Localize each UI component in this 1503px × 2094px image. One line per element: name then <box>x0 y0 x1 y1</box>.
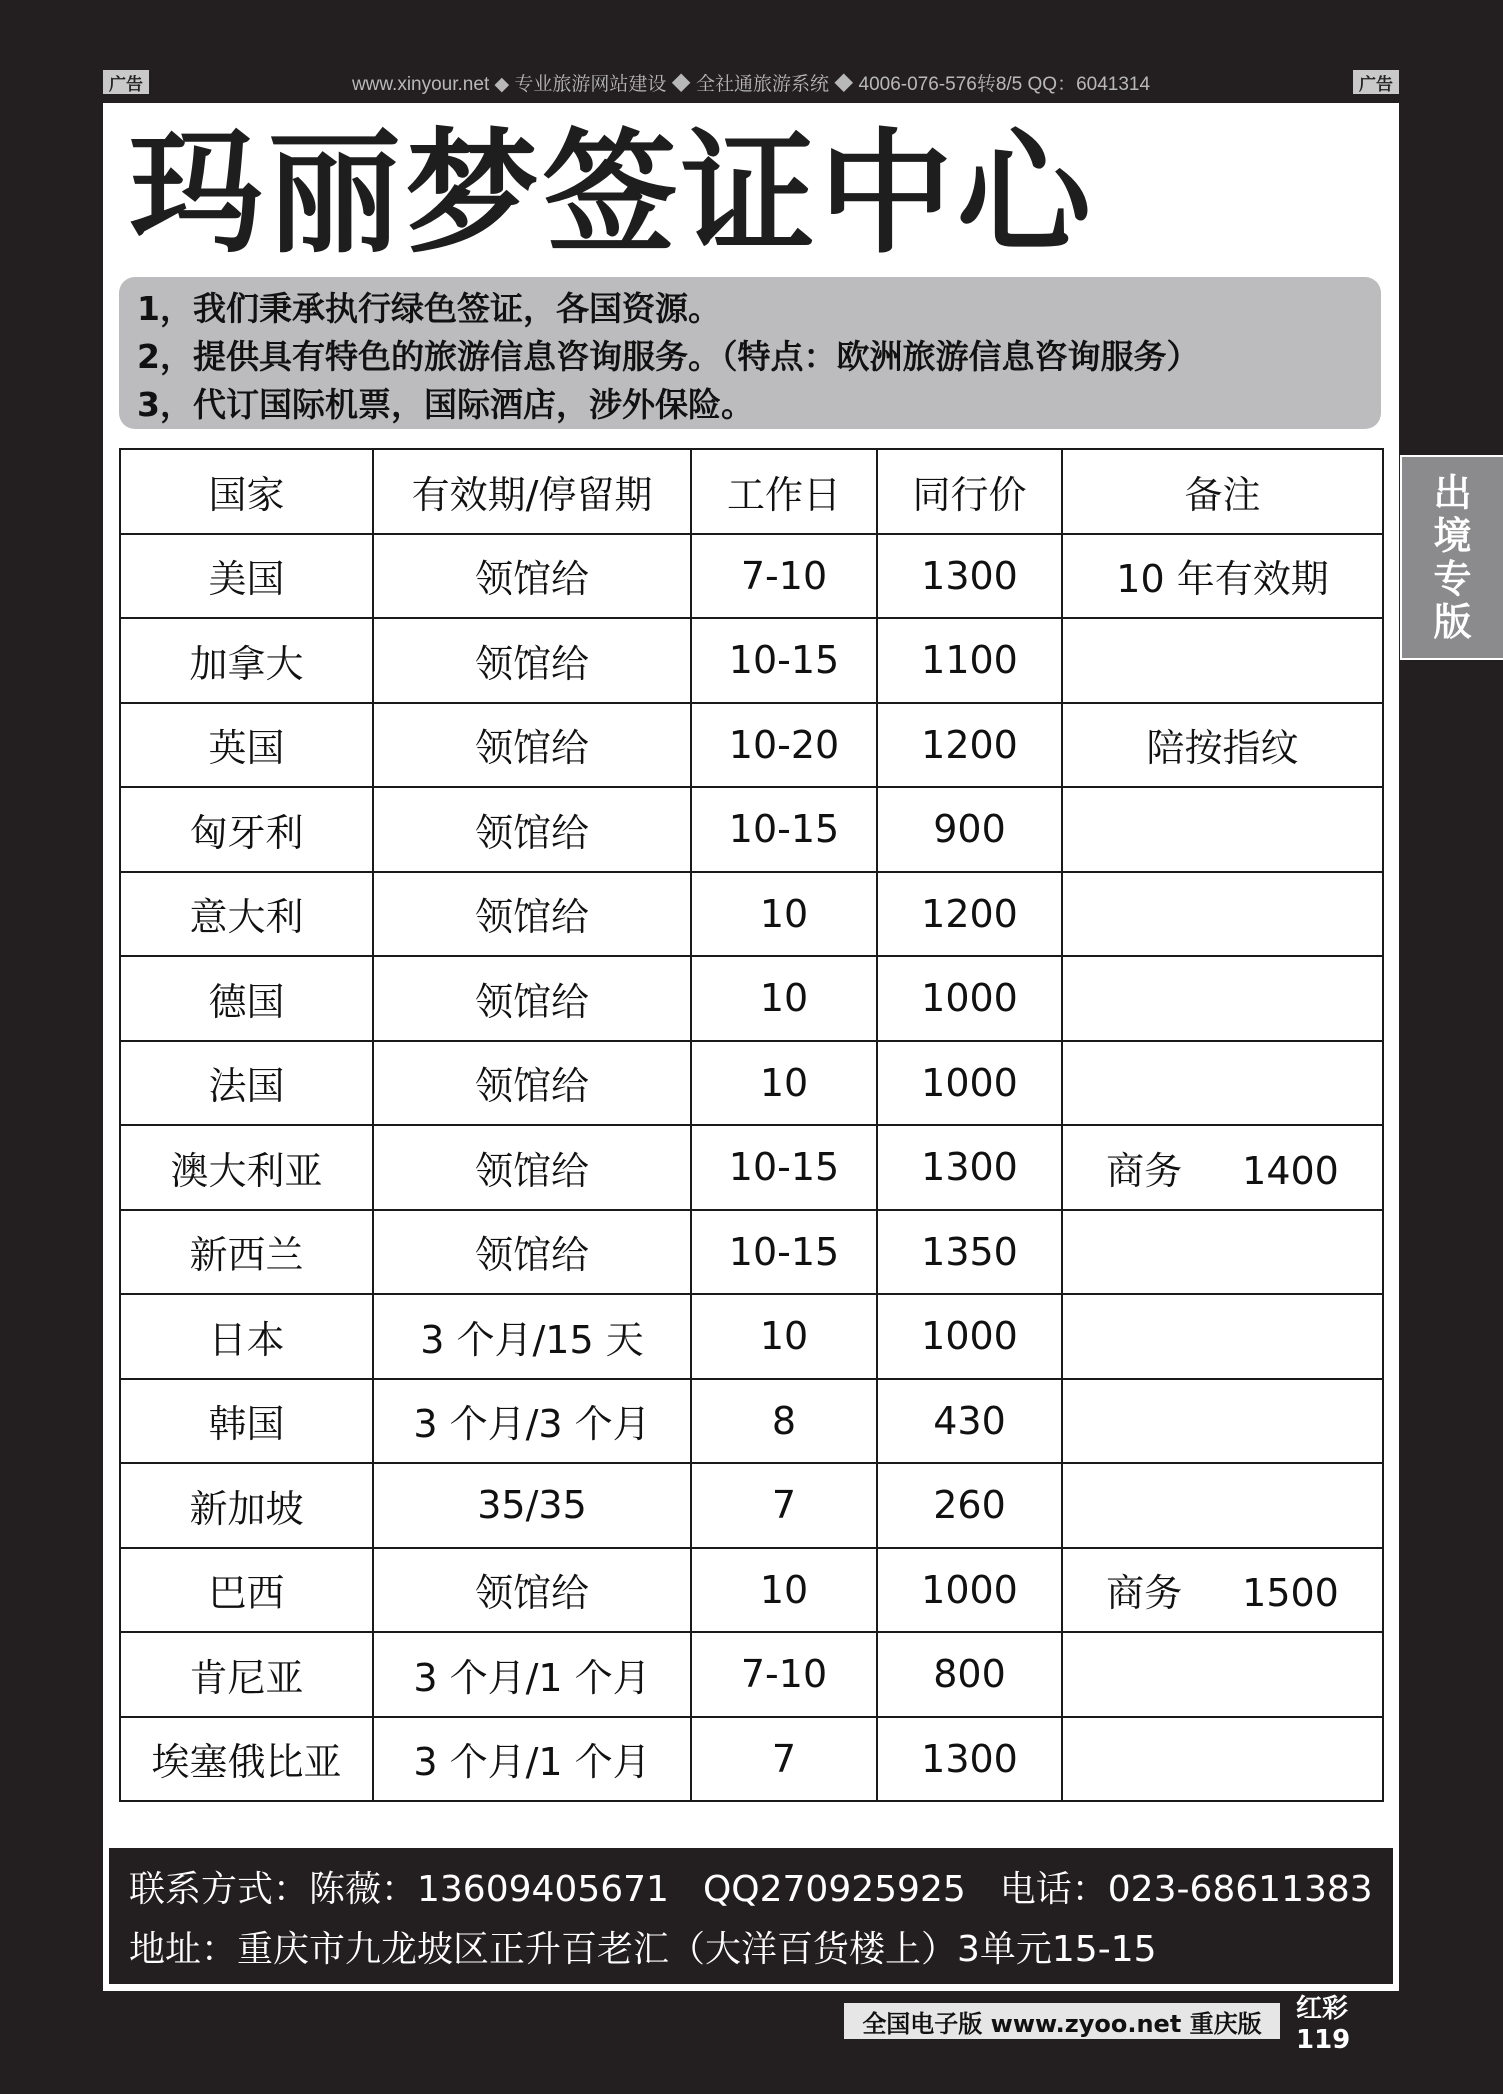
cell-validity: 领馆给 <box>373 1041 691 1126</box>
contact-person: 联系方式：陈薇：13609405671 <box>129 1869 669 1910</box>
cell-country: 匈牙利 <box>120 787 373 872</box>
cell-notes <box>1062 1463 1383 1548</box>
cell-validity: 领馆给 <box>373 1125 691 1210</box>
table-row <box>120 534 1383 619</box>
cell-country: 新西兰 <box>120 1210 373 1295</box>
cell-notes <box>1062 1379 1383 1464</box>
cell-country: 日本 <box>120 1294 373 1379</box>
cell-workdays: 10 <box>691 1548 877 1633</box>
cell-workdays: 10 <box>691 1294 877 1379</box>
table-row <box>120 1210 1383 1295</box>
table-row <box>120 1717 1383 1802</box>
cell-country: 韩国 <box>120 1379 373 1464</box>
feature-item-1: 1，我们秉承执行绿色签证，各国资源。 <box>137 289 721 328</box>
cell-validity: 3 个月/1 个月 <box>373 1717 691 1802</box>
table-row <box>120 1125 1383 1210</box>
page-title: 玛丽梦签证中心 <box>129 116 1096 272</box>
table-row <box>120 1632 1383 1717</box>
cell-validity: 领馆给 <box>373 703 691 788</box>
col-header-workdays: 工作日 <box>691 449 877 534</box>
cell-workdays: 10-15 <box>691 618 877 703</box>
note-text: 商务 <box>1106 1571 1183 1616</box>
features-box <box>119 277 1381 429</box>
cell-notes <box>1062 872 1383 957</box>
table-row <box>120 1041 1383 1126</box>
side-tab-char: 出 <box>1433 470 1472 515</box>
cell-price: 1000 <box>877 1294 1062 1379</box>
footer-page-number: 红彩 119 <box>1296 1993 1351 2055</box>
table-row <box>120 787 1383 872</box>
contact-address: 地址：重庆市九龙坡区正升百老汇（大洋百货楼上）3单元15-15 <box>129 1929 1157 1970</box>
note-text: 陪按指纹 <box>1146 726 1299 771</box>
cell-country: 新加坡 <box>120 1463 373 1548</box>
cell-validity: 3 个月/1 个月 <box>373 1632 691 1717</box>
cell-notes <box>1062 787 1383 872</box>
cell-country: 法国 <box>120 1041 373 1126</box>
feature-item-2: 2，提供具有特色的旅游信息咨询服务。（特点：欧洲旅游信息咨询服务） <box>137 337 1200 376</box>
cell-validity: 35/35 <box>373 1463 691 1548</box>
note-text: 10 年有效期 <box>1116 557 1329 602</box>
col-header-validity: 有效期/停留期 <box>373 449 691 534</box>
cell-price: 1300 <box>877 1125 1062 1210</box>
side-tab-char: 版 <box>1433 599 1472 644</box>
cell-price: 1300 <box>877 534 1062 619</box>
cell-validity: 3 个月/3 个月 <box>373 1379 691 1464</box>
cell-price: 1000 <box>877 1548 1062 1633</box>
cell-workdays: 7 <box>691 1463 877 1548</box>
cell-notes <box>1062 1548 1383 1633</box>
cell-price: 1200 <box>877 703 1062 788</box>
ad-tag-left: 广告 <box>103 70 149 94</box>
cell-price: 430 <box>877 1379 1062 1464</box>
side-tab-char: 专 <box>1433 556 1472 601</box>
cell-workdays: 7-10 <box>691 1632 877 1717</box>
contact-line <box>129 1860 1393 1920</box>
cell-price: 900 <box>877 787 1062 872</box>
table-row <box>120 618 1383 703</box>
cell-workdays: 10-15 <box>691 1125 877 1210</box>
cell-notes <box>1062 703 1383 788</box>
table-row <box>120 1379 1383 1464</box>
cell-workdays: 7 <box>691 1717 877 1802</box>
cell-notes <box>1062 1294 1383 1379</box>
cell-price: 800 <box>877 1632 1062 1717</box>
cell-price: 1000 <box>877 1041 1062 1126</box>
cell-notes <box>1062 1125 1383 1210</box>
col-header-notes: 备注 <box>1062 449 1383 534</box>
col-header-country: 国家 <box>120 449 373 534</box>
cell-validity: 3 个月/15 天 <box>373 1294 691 1379</box>
cell-price: 260 <box>877 1463 1062 1548</box>
note-text: 商务 <box>1106 1148 1183 1193</box>
cell-workdays: 8 <box>691 1379 877 1464</box>
cell-validity: 领馆给 <box>373 534 691 619</box>
cell-workdays: 10 <box>691 872 877 957</box>
contact-phone: 电话：023-68611383 <box>999 1869 1373 1910</box>
cell-notes <box>1062 1210 1383 1295</box>
contact-qq: QQ270925925 <box>702 1869 966 1910</box>
cell-validity: 领馆给 <box>373 1210 691 1295</box>
cell-price: 1100 <box>877 618 1062 703</box>
ad-tag-right: 广告 <box>1353 70 1399 94</box>
cell-workdays: 10 <box>691 956 877 1041</box>
cell-notes <box>1062 1717 1383 1802</box>
cell-notes <box>1062 1632 1383 1717</box>
cell-validity: 领馆给 <box>373 872 691 957</box>
cell-price: 1200 <box>877 872 1062 957</box>
table-row <box>120 1548 1383 1633</box>
cell-country: 加拿大 <box>120 618 373 703</box>
table-header-row <box>120 449 1383 534</box>
cell-workdays: 10-15 <box>691 1210 877 1295</box>
table-row <box>120 1463 1383 1548</box>
side-tab-char: 境 <box>1433 513 1472 558</box>
table-row <box>120 1294 1383 1379</box>
table-body <box>120 534 1383 1802</box>
cell-price: 1350 <box>877 1210 1062 1295</box>
table-row <box>120 703 1383 788</box>
visa-table <box>119 448 1384 1802</box>
cell-validity: 领馆给 <box>373 956 691 1041</box>
cell-country: 澳大利亚 <box>120 1125 373 1210</box>
cell-validity: 领馆给 <box>373 787 691 872</box>
cell-country: 英国 <box>120 703 373 788</box>
cell-country: 巴西 <box>120 1548 373 1633</box>
cell-price: 1300 <box>877 1717 1062 1802</box>
cell-country: 德国 <box>120 956 373 1041</box>
note-value: 1500 <box>1242 1571 1339 1616</box>
table-row <box>120 956 1383 1041</box>
cell-notes <box>1062 618 1383 703</box>
cell-country: 肯尼亚 <box>120 1632 373 1717</box>
cell-price: 1000 <box>877 956 1062 1041</box>
header-strip: www.xinyour.net ◆ 专业旅游网站建设 ◆ 全社通旅游系统 ◆ 4006-076-576转8/5 QQ：6041314 <box>351 74 1151 95</box>
table-row <box>120 872 1383 957</box>
feature-item-3: 3，代订国际机票，国际酒店，涉外保险。 <box>137 385 754 424</box>
side-tab <box>1400 455 1503 660</box>
cell-notes <box>1062 534 1383 619</box>
cell-country: 美国 <box>120 534 373 619</box>
contact-box <box>107 1846 1395 1986</box>
cell-validity: 领馆给 <box>373 1548 691 1633</box>
cell-validity: 领馆给 <box>373 618 691 703</box>
cell-notes <box>1062 956 1383 1041</box>
footer-website: 全国电子版 www.zyoo.net 重庆版 <box>844 2003 1280 2039</box>
note-value: 1400 <box>1242 1148 1339 1193</box>
cell-workdays: 10 <box>691 1041 877 1126</box>
cell-notes <box>1062 1041 1383 1126</box>
ad-page <box>103 103 1399 1991</box>
cell-workdays: 7-10 <box>691 534 877 619</box>
cell-workdays: 10-20 <box>691 703 877 788</box>
cell-workdays: 10-15 <box>691 787 877 872</box>
cell-country: 意大利 <box>120 872 373 957</box>
cell-country: 埃塞俄比亚 <box>120 1717 373 1802</box>
col-header-price: 同行价 <box>877 449 1062 534</box>
